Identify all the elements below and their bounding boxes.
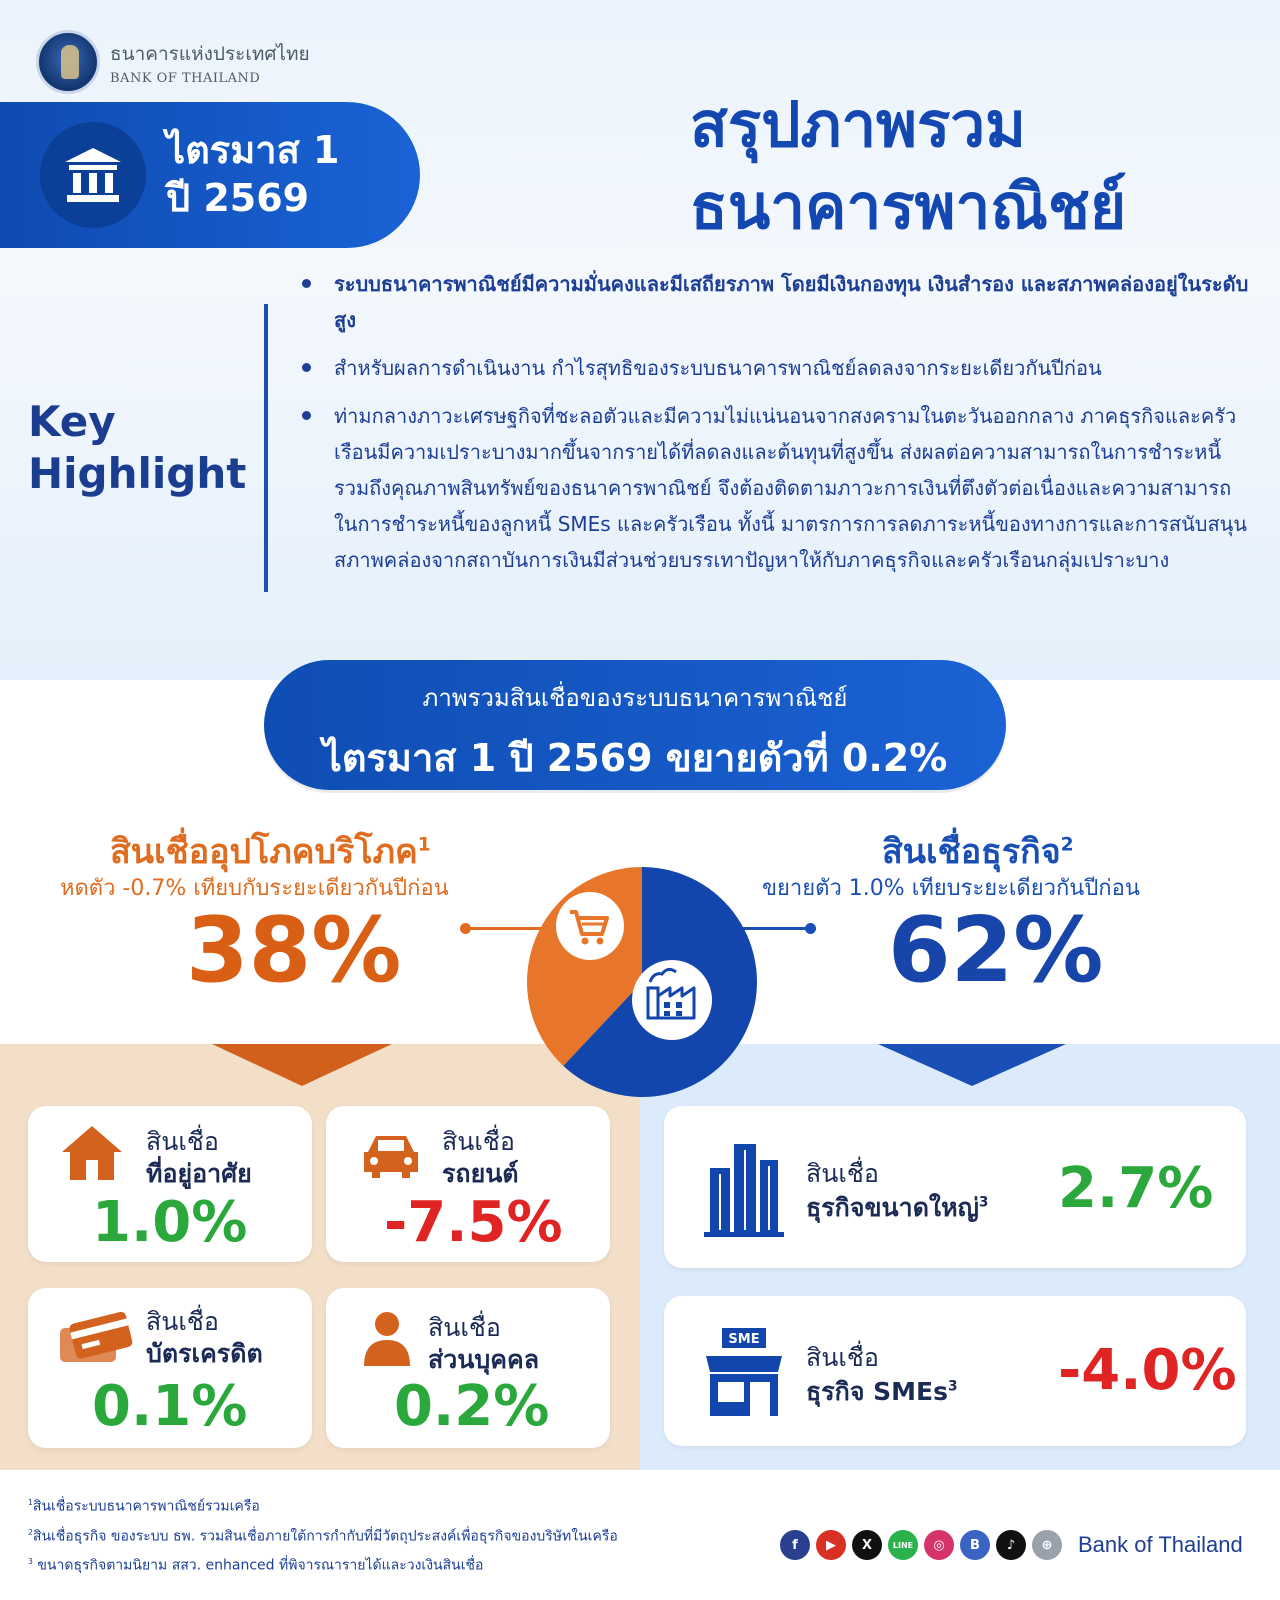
facebook-icon[interactable]: f <box>780 1530 810 1560</box>
globe-icon[interactable]: ⊕ <box>1032 1530 1062 1560</box>
large-business-label-2-text: ธุรกิจขนาดใหญ่ <box>806 1193 979 1222</box>
sme-shop-icon <box>704 1326 784 1420</box>
key-highlight-line-1: Key <box>28 397 116 446</box>
business-credit-title-text: สินเชื่อธุรกิจ <box>882 832 1061 872</box>
credit-overview-banner <box>264 660 1006 790</box>
sme-loan-card <box>664 1296 1246 1446</box>
car-icon <box>360 1130 422 1180</box>
large-business-footnote-mark: 3 <box>978 1194 989 1211</box>
personal-loan-value: 0.2% <box>394 1374 550 1439</box>
tiktok-icon[interactable]: ♪ <box>996 1530 1026 1560</box>
youtube-icon[interactable]: ▶ <box>816 1530 846 1560</box>
factory-icon <box>632 960 712 1040</box>
housing-loan-label-2: ที่อยู่อาศัย <box>146 1159 252 1188</box>
business-footnote-mark: 2 <box>1060 834 1074 856</box>
consumer-arrow <box>212 1044 392 1086</box>
x-icon[interactable]: X <box>852 1530 882 1560</box>
large-business-loan-card <box>664 1106 1246 1268</box>
brand-name: Bank of Thailand <box>1078 1532 1243 1557</box>
business-arrow <box>878 1044 1066 1086</box>
footnote-3-text: ขนาดธุรกิจตามนิยาม สสว. enhanced ที่พิจารณารายได้และวงเงินสินเชื่อ <box>32 1557 484 1574</box>
credit-card-label-1: สินเชื่อ <box>146 1307 219 1336</box>
sme-value: -4.0% <box>1058 1338 1237 1403</box>
key-highlight-line-2: Highlight <box>28 449 247 498</box>
sme-label-2 <box>806 1372 958 1412</box>
housing-loan-card <box>28 1106 312 1262</box>
instagram-icon[interactable]: ◎ <box>924 1530 954 1560</box>
logo-english-name: BANK OF THAILAND <box>110 70 261 86</box>
skyscraper-icon <box>704 1138 784 1238</box>
credit-card-icon <box>58 1310 134 1366</box>
auto-loan-card <box>326 1106 610 1262</box>
consumer-footnote-mark: 1 <box>417 834 431 856</box>
personal-loan-label-2: ส่วนบุคคล <box>428 1345 540 1374</box>
personal-loan-label-1: สินเชื่อ <box>428 1313 501 1342</box>
title-line-1: สรุปภาพรวม <box>690 88 1027 161</box>
consumer-credit-growth: หดตัว -0.7% เทียบกับระยะเดียวกันปีก่อน <box>60 876 449 901</box>
bot-seal-icon <box>36 30 100 94</box>
footnote-1 <box>28 1490 618 1520</box>
auto-loan-label-1: สินเชื่อ <box>442 1127 515 1156</box>
bank-building-icon <box>40 122 146 228</box>
footnote-2-text: สินเชื่อธุรกิจ ของระบบ ธพ. รวมสินเชื่อภายใต้การกำกับที่มีวัตถุประสงค์เพื่อธุรกิจของบริษัทในเครือ <box>32 1528 618 1545</box>
social-links <box>780 1530 1243 1560</box>
credit-card-value: 0.1% <box>92 1374 248 1439</box>
credit-card-loan-card <box>28 1288 312 1448</box>
line-icon[interactable]: LINE <box>888 1530 918 1560</box>
year-label: ปี 2569 <box>166 176 310 220</box>
footnotes <box>28 1490 618 1579</box>
highlight-item: ระบบธนาคารพาณิชย์มีความมั่นคงและมีเสถียรภาพ โดยมีเงินกองทุน เงินสำรอง และสภาพคล่องอยู่ในระดับสูง <box>300 266 1250 338</box>
business-credit-share: 62% <box>888 898 1104 1003</box>
highlight-item: ท่ามกลางภาวะเศรษฐกิจที่ชะลอตัวและมีความไม่แน่นอนจากสงครามในตะวันออกกลาง ภาคธุรกิจและครัวเรือนมีความเปราะบางมากขึ้นจากรายได้ที่ลดลงและต้นทุนที่สูงขึ้น ส่งผลต่อความสามารถในการชำระหนี้ รวมถึงคุณภาพสินทรัพย์ของธนาคารพาณิชย์ จึงต้องติดตามภาวะการเงินที่ตึงตัวต่อเนื่องและความสามารถในการชำระหนี้ของลูกหนี้ SMEs และครัวเรือน ทั้งนี้ มาตรการการลดภาระหนี้ของทางการและการสนับสนุนสภาพคล่องจากสถาบันการเงินมีส่วนช่วยบรรเทาปัญหาให้กับภาคธุรกิจและครัวเรือนกลุ่มเปราะบาง <box>300 398 1250 578</box>
sme-label-1: สินเชื่อ <box>806 1343 879 1372</box>
footnote-3 <box>28 1549 618 1579</box>
consumer-credit-title-text: สินเชื่ออุปโภคบริโภค <box>110 832 418 872</box>
key-highlight-label <box>28 396 246 500</box>
footnote-2 <box>28 1520 618 1550</box>
credit-share-pie <box>522 862 762 1102</box>
shopping-cart-icon <box>556 892 624 960</box>
footnote-1-text: สินเชื่อระบบธนาคารพาณิชย์รวมเครือ <box>32 1498 260 1515</box>
person-icon <box>362 1310 412 1366</box>
logo-thai-name: ธนาคารแห่งประเทศไทย <box>110 42 310 65</box>
business-credit-growth: ขยายตัว 1.0% เทียบระยะเดียวกันปีก่อน <box>762 876 1140 901</box>
quarter-label: ไตรมาส 1 <box>166 128 340 172</box>
key-highlight-list <box>300 266 1250 590</box>
housing-loan-label-1: สินเชื่อ <box>146 1127 219 1156</box>
personal-loan-card <box>326 1288 610 1448</box>
bot-logo <box>36 30 310 94</box>
sme-sign-text: SME <box>728 1332 760 1347</box>
large-business-value: 2.7% <box>1058 1156 1214 1221</box>
credit-card-label-2: บัตรเครดิต <box>146 1339 263 1368</box>
auto-loan-label-2: รถยนต์ <box>442 1159 519 1188</box>
large-business-label-1: สินเชื่อ <box>806 1159 879 1188</box>
auto-loan-value: -7.5% <box>384 1190 563 1255</box>
sme-label-2-text: ธุรกิจ SMEs <box>806 1377 949 1406</box>
key-highlight-divider <box>264 304 268 592</box>
page-title <box>690 84 1250 248</box>
footnote-2-mark: 2 <box>28 1527 33 1537</box>
housing-loan-value: 1.0% <box>92 1190 248 1255</box>
consumer-credit-share: 38% <box>186 898 402 1003</box>
house-icon <box>60 1124 124 1182</box>
large-business-label-2 <box>806 1188 989 1228</box>
blockdit-icon[interactable]: B <box>960 1530 990 1560</box>
overview-subtitle: ภาพรวมสินเชื่อของระบบธนาคารพาณิชย์ <box>422 684 848 712</box>
quarter-badge <box>0 102 420 248</box>
overview-headline: ไตรมาส 1 ปี 2569 ขยายตัวที่ 0.2% <box>322 736 948 780</box>
title-line-2: ธนาคารพาณิชย์ <box>690 170 1127 243</box>
footnote-3-mark: 3 <box>28 1557 33 1567</box>
sme-footnote-mark: 3 <box>948 1378 958 1395</box>
footnote-1-mark: 1 <box>28 1498 33 1507</box>
highlight-item: สำหรับผลการดำเนินงาน กำไรสุทธิของระบบธนาคารพาณิชย์ลดลงจากระยะเดียวกันปีก่อน <box>300 350 1250 386</box>
